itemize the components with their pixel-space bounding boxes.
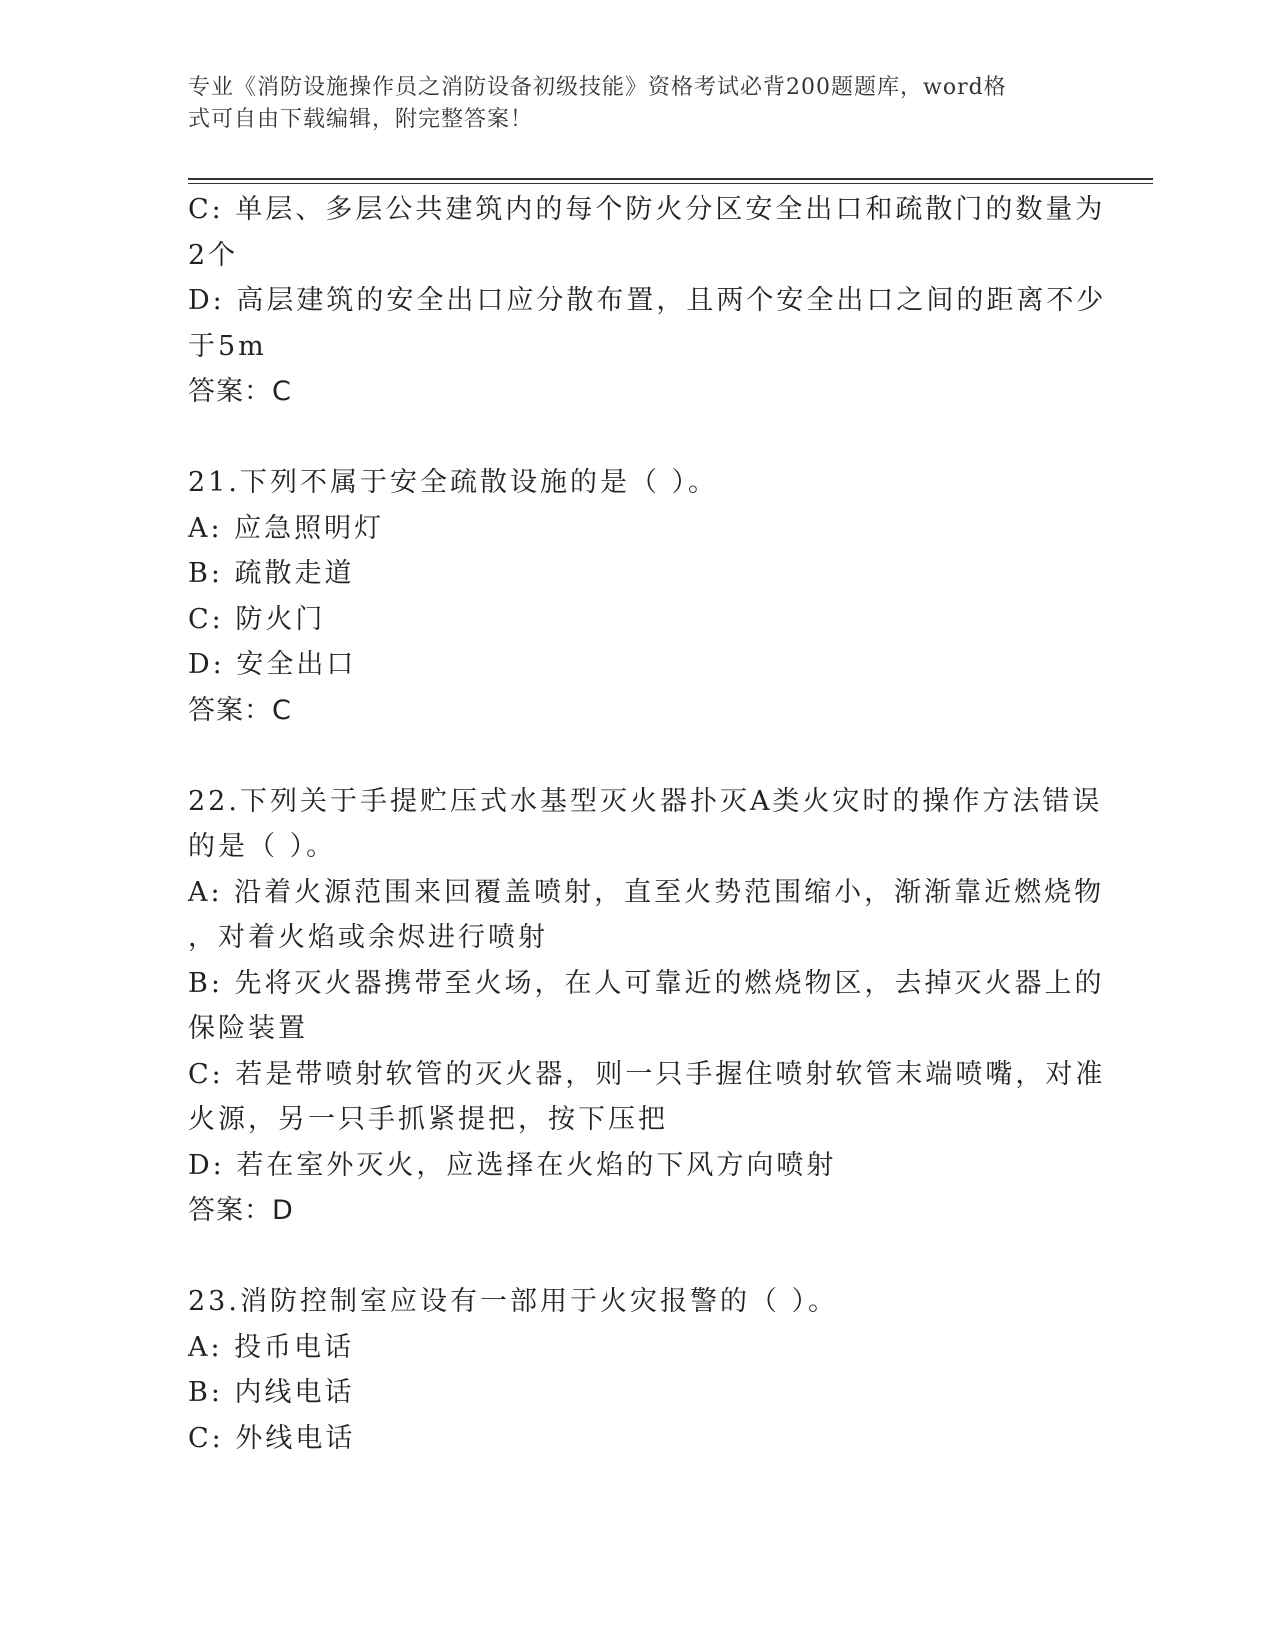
question-21-answer: 答案：C <box>188 694 292 726</box>
option-d-line-1: D: 高层建筑的安全出口应分散布置，且两个安全出口之间的距离不少 <box>188 285 1107 316</box>
question-21-option-d: D: 安全出口 <box>188 649 357 680</box>
answer-prev: 答案：C <box>188 376 292 407</box>
question-22-option-c-line-2: 火源，另一只手抓紧提把，按下压把 <box>188 1104 668 1135</box>
document-header <box>188 72 1068 136</box>
spacer <box>188 733 1068 779</box>
question-22-option-c-line-1: C: 若是带喷射软管的灭火器，则一只手握住喷射软管末端喷嘴，对准 <box>188 1058 1106 1090</box>
question-23-option-c: C: 外线电话 <box>188 1422 356 1454</box>
header-line-1: 专业《消防设施操作员之消防设备初级技能》资格考试必背200题题库，word格 <box>188 75 1007 100</box>
question-22-option-a-line-2: ，对着火焰或余烬进行喷射 <box>188 922 548 953</box>
spacer <box>188 1234 1068 1280</box>
question-22-stem-line-2: 的是（ ）。 <box>188 831 337 862</box>
option-c-line-2: 2个 <box>188 239 239 271</box>
question-22-option-b-line-2: 保险装置 <box>188 1013 308 1044</box>
question-22-answer: 答案：D <box>188 1195 294 1226</box>
question-22-stem-line-1: 22.下列关于手提贮压式水基型灭火器扑灭A类火灾时的操作方法错误 <box>188 785 1103 817</box>
header-line-2: 式可自由下载编辑，附完整答案！ <box>188 107 534 132</box>
question-content <box>188 187 1107 1461</box>
option-d-line-2: 于5m <box>188 330 267 362</box>
question-21-option-a: A: 应急照明灯 <box>188 512 385 544</box>
question-22-option-b-line-1: B: 先将灭火器携带至火场，在人可靠近的燃烧物区，去掉灭火器上的 <box>188 967 1105 999</box>
question-23-stem: 23.消防控制室应设有一部用于火灾报警的（ ）。 <box>188 1286 839 1317</box>
question-21-stem: 21.下列不属于安全疏散设施的是（ ）。 <box>188 467 719 498</box>
question-23-option-b: B: 内线电话 <box>188 1377 355 1408</box>
question-22-option-a-line-1: A: 沿着火源范围来回覆盖喷射，直至火势范围缩小，渐渐靠近燃烧物 <box>188 876 1105 908</box>
question-21-option-c: C: 防火门 <box>188 603 326 635</box>
question-23-option-a: A: 投币电话 <box>188 1331 355 1363</box>
question-22-option-d: D: 若在室外灭火，应选择在火焰的下风方向喷射 <box>188 1149 837 1181</box>
question-21-option-b: B: 疏散走道 <box>188 558 355 589</box>
option-c-line-1: C: 单层、多层公共建筑内的每个防火分区安全出口和疏散门的数量为 <box>188 194 1106 225</box>
spacer <box>188 415 1068 461</box>
header-rule-thin <box>188 183 1153 184</box>
header-rule-thick <box>188 178 1153 180</box>
